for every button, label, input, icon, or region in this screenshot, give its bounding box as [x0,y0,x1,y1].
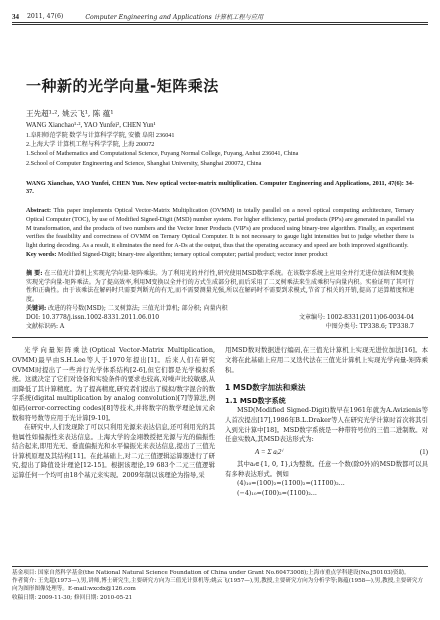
affiliation-line: 2.School of Computer Engineering and Science, Shanghai University, Shanghai 200072, China [26,159,262,167]
body-paragraph: 其中aᵢ∈{1, 0, 1̄},i为整数。任意一个数(除0外)的MSD数都可以具有多种表达形式。例如 [225,460,428,478]
affiliation-line: 2.上海大学 计算机工程与科学学院, 上海 200072 [26,141,155,149]
article-number: 文章编号: 1002-8331(2011)06-0034-04 [298,313,414,321]
article-meta-2 [26,323,414,332]
paper-title: 一种新的光学向量-矩阵乘法 [26,77,219,95]
article-meta [26,314,414,323]
body-columns [12,346,428,498]
abstract-chinese [26,270,414,305]
document-code: 文献标识码: A [26,322,65,330]
running-header [12,12,428,23]
keywords-label: Key words: [26,250,57,258]
page-number: 34 [12,12,19,21]
authors-chinese: 王先超¹·², 姚云飞¹, 陈 蕴¹ [26,109,114,118]
keywords-cn-label: 关键词: [26,304,47,312]
section-heading: 1 MSD数字加法和乘法 [225,383,306,393]
body-paragraph: 光学向量矩阵乘法(Optical Vector-Matrix Multiplication, OVMM)最早由S.H.Lee等人于1970年提出[1]。后来人们在研究OVMM时提出了一些并行光学体系结构[2-6],但它们都是光学模拟系统。这就决定了它们对设备和实验条件的要求也较高,对噪声比较敏感,从而降低了其计算精度。为了提高精度,研究者们提出了模拟/数字混合的数字系统(digital multiplication by analog convolution)[7]等算法,例如码(error-correcting codes)[8]等技术,并将数字的数学理论加元余数和符号数等应用于光计算[9-10]。 [12,346,215,422]
doi: DOI: 10.3778/j.issn.1002-8331.2011.06.010 [26,313,160,321]
keywords-cn-text: 改进的符号数(MSD); 二叉树算法; 三值光计算机; 部分积; 向量内积 [48,304,228,312]
equation-number: (1) [419,447,428,456]
left-column [12,346,215,498]
fund-note: 基金项目: 国家自然科学基金(the National Natural Science Foundation of China under Grant No.60473008);上海市重点学科建设(No.J50103)资助。 [12,570,410,576]
abstract-cn-text: 在三值光计算机上实现光学向量-矩阵乘法。为了利用光的并行性,研究使用MSD数字系统。在该数字系统上应用全并行无进位加法和M变换实现光学向量-矩阵乘法。为了提高效率,利用M变换以全并行的方式生成部分积,而后采用了二叉树乘法来生成乘积与向量内积。实验证明了其可行性和正确性。由于该乘法在解码时只需要判断光的有无,而不需要测量光强,所以在解码时不需要到求模式,节省了相关的开销,提高了运算精度和速度。 [26,269,414,304]
keywords-english [26,251,414,260]
received-dates: 收稿日期: 2009-11-30; 修回日期: 2010-05-21 [12,594,133,601]
section-divider [12,337,428,338]
right-column [225,346,428,498]
body-paragraph: 在研究中,人们发现除了可以只利用光源来表达信息,还可利用光的其他属性如偏振性来表达信息。上海大学的金翊教授把光源与光的偏振性结合起来,即用光无、垂直偏振光和水平偏振光来表达信息,提出了三值光计算机原理及其结构[11]。在此基础上,对二元三值逻辑运算器进行了研究,提出了降值设计理论[12-15]。根据该理论,19 683个二元三值逻辑运算任何一个均可由18个基元来实现。2009年制以该理论为指导,采 [12,423,215,480]
author-bio: 作者简介: 王先超(1973—),男,讲师,博士研究生,主要研究方向为三值光计算机等;姚云飞(1957—),男,教授,主要研究方向为分析学等;陈蕴(1958—),男,教授,主要研究方向为图形图像处理等。E-mail:wxcdx@126.com [12,578,424,593]
affiliation-line: 1.School of Mathematics and Computational Science, Fuyang Normal College, Fuyang, Anhui 236041, China [26,150,299,158]
authors-english: WANG Xianchao¹·², YAO Yunfei², CHEN Yun¹ [26,122,156,129]
footnotes [12,566,428,602]
keywords-chinese [26,305,414,314]
body-paragraph: MSD(Modified Signed-Digit)数早在1961年就为A.Avizienis等人首次提出[17],1986年B.L.Draker等人在研究光学计算时首次将其引入到光计算中[18]。MSD数字系统是一种带符号位的三值二进制数。对任意实数A,其MSD表达形式为: [225,406,428,444]
citation-english: WANG Xianchao, YAO Yunfei, CHEN Yun. New optical vector-matrix multiplication. Computer Engineering and Applications, 2011, 47(6): 34-37. [26,179,414,196]
volume-info: 2011, 47(6) [27,13,64,20]
equation-body: A = Σ aᵢ2ⁱ [255,447,283,456]
equation [255,448,428,458]
abstract-english [26,207,414,251]
clc-number: 中图分类号: TP338.6; TP338.7 [325,322,414,330]
subsection-heading: 1.1 MSD数字系统 [225,396,286,405]
abstract-cn-label: 摘 要: [26,269,43,277]
example-line: (−4)₁₀=(1̄00)₂=(1̄100)₂... [237,489,317,498]
abstract-label: Abstract: [26,207,52,214]
affiliation-line: 1.阜阳师范学院 数学与计算科学学院, 安徽 阜阳 236041 [26,132,175,139]
keywords-text: Modified Signed-Digit; binary-tree algorithm; ternary optical computer; partial product; vector inner product [57,250,328,258]
header-double-rule [12,23,428,25]
example-line: (4)₁₀=(100)₂=(11̄00)₂=(11̄1̄00)₂... [237,479,345,488]
abstract-text: This paper implements Optical Vector-Matrix Multiplication (OVMM) in totally parallel on a novel optical computing architecture, Ternary Optical Computer (TOC), by use of Modified Signed-Digit (MSD) number system. For higher efficiency, partial products (PP's) are generated in parallel via M transformation, and the products of two numbers and the Vector Inner Products (VIP's) are produced using binary-tree algorithm. Finally, an experiment verifies the feasibility and correctness of OVMM on Ternary Optical Computer. It is not necessary to gauge light intensities but to judge whether there is light during decoding. As a result, it eliminates the need for A-Ds at the output, thus that the operating accuracy and speed are both improved significantly. [26,207,414,250]
body-paragraph: 用MSD数对数据进行编码,在三值光计算机上实现无进位加法[16]。本文将在此基础上应用二叉迭代法在三值光计算机上实现光学向量-矩阵乘积。 [225,346,428,374]
affiliations [26,131,428,168]
journal-name: Computer Engineering and Applications 计算机工程与应用 [85,14,264,21]
